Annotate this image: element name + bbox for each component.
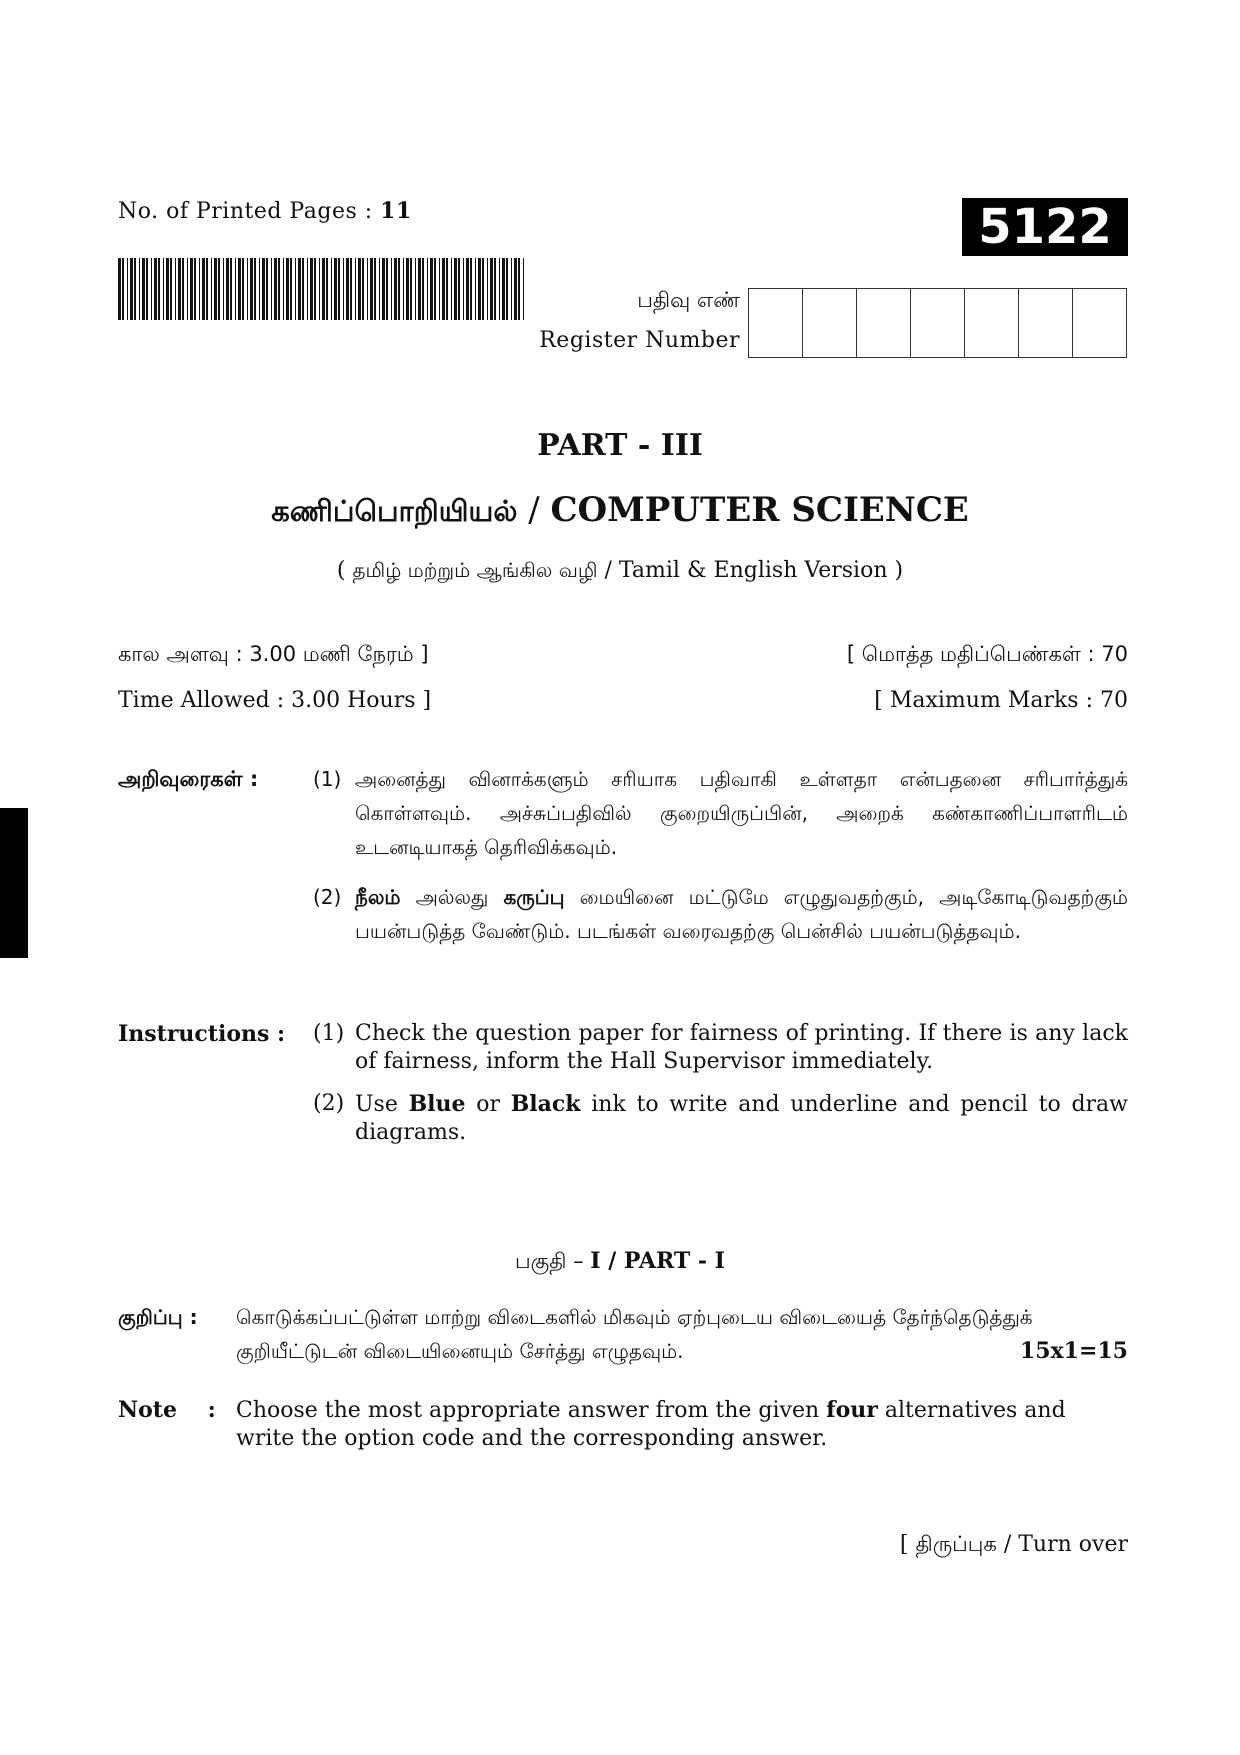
register-digit-box[interactable] [1073,289,1126,357]
turn-over: [ திருப்புக / Turn over [899,1532,1128,1557]
instruction-number: (2) [313,885,342,909]
subject-title [0,490,1240,532]
barcode-icon [118,258,528,320]
register-label-tamil: பதிவு எண் [637,288,740,312]
subject-tamil: கணிப்பொறியியல் [271,494,518,528]
instruction-text: Check the question paper for fairness of printing. If there is any lack of fairness, inform the Hall Supervisor immediately. [355,1021,1128,1074]
instructions-label-tamil: அறிவுரைகள் : [118,767,259,791]
part-one-english: I / PART - I [590,1248,725,1274]
note-label-tamil: குறிப்பு : [118,1305,198,1329]
printed-pages-label: No. of Printed Pages : [118,199,373,224]
register-digit-box[interactable] [749,289,803,357]
version-english: / Tamil & English Version ) [597,558,904,583]
instruction-number: (2) [313,1091,345,1116]
registration-side-mark [0,808,28,958]
subject-english: COMPUTER SCIENCE [550,490,969,530]
instruction-number: (1) [313,767,342,791]
version-line [0,558,1240,585]
turn-over-english: / Turn over [996,1532,1128,1557]
printed-pages-value: 11 [380,198,412,224]
register-digit-box[interactable] [965,289,1019,357]
part-heading: PART - III [537,428,703,463]
note-text-english: Choose the most appropriate answer from the given four alternatives and write the option code and the corresponding answer. [236,1397,1066,1451]
paper-code: 5122 [962,198,1128,256]
version-tamil: தமிழ் மற்றும் ஆங்கில வழி [352,558,598,582]
max-marks-tamil: [ மொத்த மதிப்பெண்கள் : 70 [846,642,1128,666]
note-text-tamil: கொடுக்கப்பட்டுள்ள மாற்று விடைகளில் மிகவும் ஏற்புடைய விடையைத் தேர்ந்தெடுத்துக் குறியீட்டுடன் விடையினையும் சேர்த்து எழுதவும். [236,1305,1033,1363]
note-english [118,1396,1128,1453]
instruction-number: (1) [313,1021,345,1046]
instruction-text: அனைத்து வினாக்களும் சரியாக பதிவாகி உள்ளதா என்பதனை சரிபார்த்துக் கொள்ளவும். அச்சுப்பதிவில் குறையிருப்பின், அறைக் கண்காணிப்பாளரிடம் உடனடியாகத் தெரிவிக்கவும். [355,767,1128,859]
instruction-tamil-2 [118,880,1128,948]
time-marks-english [118,688,1128,713]
subject-separator: / [517,490,551,530]
part-one-heading [0,1248,1240,1276]
version-open: ( [336,558,353,583]
note-label-english: Note : [118,1397,216,1423]
instruction-text: நீலம் அல்லது கருப்பு மையினை மட்டுமே எழுதுவதற்கும், அடிகோடிடுவதற்கும் பயன்படுத்த வேண்டும். படங்கள் வரைவதற்கு பென்சில் பயன்படுத்தவும். [355,885,1128,943]
register-digit-box[interactable] [1019,289,1073,357]
register-number-boxes [748,288,1127,358]
turn-over-tamil: திருப்புக [915,1532,997,1556]
instruction-text: Use Blue or Black ink to write and underline and pencil to draw diagrams. [355,1091,1129,1145]
time-allowed-english: Time Allowed : 3.00 Hours ] [118,688,432,713]
instruction-english-1 [118,1020,1128,1076]
time-marks-tamil [118,642,1128,669]
register-digit-box[interactable] [803,289,857,357]
printed-pages [118,198,412,224]
instruction-tamil-1 [118,762,1128,864]
time-allowed-tamil: கால அளவு : 3.00 மணி நேரம் ] [118,642,429,666]
part-one-tamil: பகுதி – [515,1249,591,1273]
register-digit-box[interactable] [857,289,911,357]
marks-scheme: 15x1=15 [1019,1338,1128,1364]
instruction-english-2 [118,1090,1128,1147]
note-tamil [118,1300,1128,1368]
register-digit-box[interactable] [911,289,965,357]
max-marks-english: [ Maximum Marks : 70 [874,688,1128,713]
register-label-english: Register Number [539,328,740,353]
instructions-label-english: Instructions : [118,1021,286,1047]
